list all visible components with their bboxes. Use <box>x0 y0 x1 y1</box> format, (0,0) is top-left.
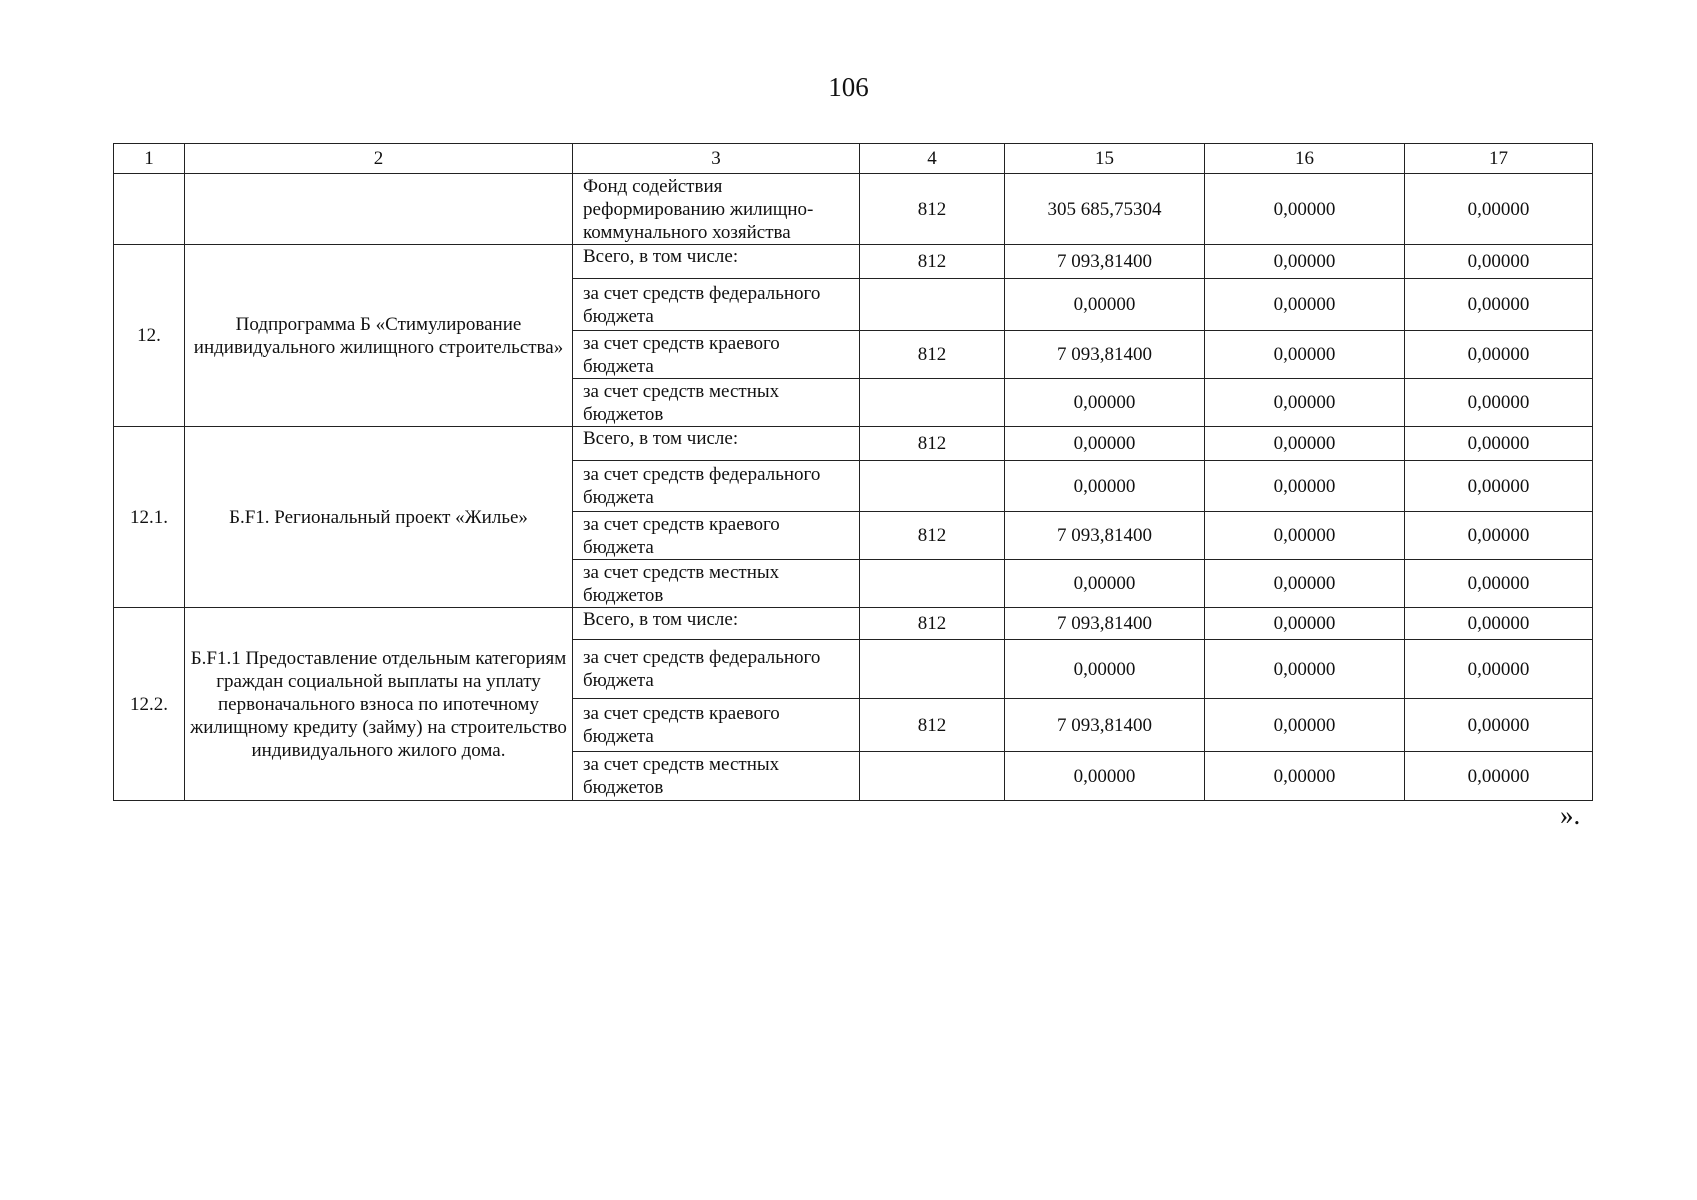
value-cell: 0,00000 <box>1405 461 1593 512</box>
value-cell: 0,00000 <box>1405 640 1593 699</box>
table-row <box>114 174 1593 245</box>
value-cell: 0,00000 <box>1005 640 1205 699</box>
value-cell: 0,00000 <box>1405 174 1593 245</box>
value-cell: 0,00000 <box>1005 752 1205 801</box>
value-cell: 0,00000 <box>1405 512 1593 560</box>
value-cell: 0,00000 <box>1205 379 1405 427</box>
value-cell: 0,00000 <box>1005 279 1205 331</box>
value-cell: 0,00000 <box>1205 279 1405 331</box>
value-cell: 0,00000 <box>1205 427 1405 461</box>
value-cell: 0,00000 <box>1205 752 1405 801</box>
source-cell: Всего, в том числе: <box>573 608 860 640</box>
number-cell: 12.2. <box>114 608 185 801</box>
source-cell: Всего, в том числе: <box>573 427 860 461</box>
header-row <box>114 144 1593 174</box>
value-cell: 0,00000 <box>1005 560 1205 608</box>
value-cell: 305 685,75304 <box>1005 174 1205 245</box>
value-cell: 0,00000 <box>1405 427 1593 461</box>
value-cell: 0,00000 <box>1405 331 1593 379</box>
value-cell: 0,00000 <box>1205 608 1405 640</box>
code-cell: 812 <box>860 699 1005 752</box>
page-number: 106 <box>828 72 869 102</box>
value-cell: 0,00000 <box>1405 699 1593 752</box>
header-cell: 4 <box>860 144 1005 174</box>
value-cell: 0,00000 <box>1405 608 1593 640</box>
value-cell: 0,00000 <box>1005 379 1205 427</box>
header-cell: 1 <box>114 144 185 174</box>
name-cell: Б.F1. Региональный проект «Жилье» <box>185 427 573 608</box>
header-cell: 2 <box>185 144 573 174</box>
header-cell: 15 <box>1005 144 1205 174</box>
code-cell <box>860 279 1005 331</box>
name-cell: Б.F1.1 Предоставление отдельным категориям граждан социальной выплаты на уплату первоначального взноса по ипотечному жилищному кредиту (займу) на строительство индивидуального жилого дома. <box>185 608 573 801</box>
value-cell: 0,00000 <box>1205 560 1405 608</box>
value-cell: 7 093,81400 <box>1005 608 1205 640</box>
name-cell <box>185 174 573 245</box>
value-cell: 7 093,81400 <box>1005 512 1205 560</box>
code-cell <box>860 461 1005 512</box>
table-row <box>114 245 1593 279</box>
closing-quote-mark: ». <box>1560 800 1581 830</box>
table-row <box>114 427 1593 461</box>
code-cell <box>860 379 1005 427</box>
code-cell <box>860 640 1005 699</box>
value-cell: 0,00000 <box>1405 560 1593 608</box>
source-cell: за счет средств федерального бюджета <box>573 279 860 331</box>
code-cell <box>860 560 1005 608</box>
value-cell: 0,00000 <box>1205 640 1405 699</box>
number-cell <box>114 174 185 245</box>
code-cell: 812 <box>860 331 1005 379</box>
value-cell: 0,00000 <box>1405 279 1593 331</box>
name-cell: Подпрограмма Б «Стимулирование индивидуального жилищного строительства» <box>185 245 573 427</box>
value-cell: 0,00000 <box>1205 512 1405 560</box>
header-cell: 3 <box>573 144 860 174</box>
code-cell: 812 <box>860 427 1005 461</box>
code-cell: 812 <box>860 174 1005 245</box>
value-cell: 7 093,81400 <box>1005 245 1205 279</box>
source-cell: за счет средств федерального бюджета <box>573 640 860 699</box>
value-cell: 0,00000 <box>1405 245 1593 279</box>
value-cell: 0,00000 <box>1405 379 1593 427</box>
budget-table <box>113 143 1593 801</box>
value-cell: 0,00000 <box>1205 331 1405 379</box>
table-row <box>114 608 1593 640</box>
value-cell: 0,00000 <box>1005 427 1205 461</box>
code-cell <box>860 752 1005 801</box>
source-cell: Фонд содействия реформированию жилищно-коммунального хозяйства <box>573 174 860 245</box>
source-cell: Всего, в том числе: <box>573 245 860 279</box>
value-cell: 0,00000 <box>1205 699 1405 752</box>
value-cell: 7 093,81400 <box>1005 331 1205 379</box>
value-cell: 0,00000 <box>1205 461 1405 512</box>
code-cell: 812 <box>860 245 1005 279</box>
value-cell: 0,00000 <box>1205 245 1405 279</box>
source-cell: за счет средств федерального бюджета <box>573 461 860 512</box>
number-cell: 12.1. <box>114 427 185 608</box>
source-cell: за счет средств местных бюджетов <box>573 379 860 427</box>
header-cell: 17 <box>1405 144 1593 174</box>
value-cell: 0,00000 <box>1005 461 1205 512</box>
source-cell: за счет средств краевого бюджета <box>573 699 860 752</box>
value-cell: 0,00000 <box>1205 174 1405 245</box>
source-cell: за счет средств местных бюджетов <box>573 560 860 608</box>
value-cell: 7 093,81400 <box>1005 699 1205 752</box>
number-cell: 12. <box>114 245 185 427</box>
source-cell: за счет средств краевого бюджета <box>573 331 860 379</box>
code-cell: 812 <box>860 512 1005 560</box>
source-cell: за счет средств краевого бюджета <box>573 512 860 560</box>
header-cell: 16 <box>1205 144 1405 174</box>
code-cell: 812 <box>860 608 1005 640</box>
value-cell: 0,00000 <box>1405 752 1593 801</box>
source-cell: за счет средств местных бюджетов <box>573 752 860 801</box>
